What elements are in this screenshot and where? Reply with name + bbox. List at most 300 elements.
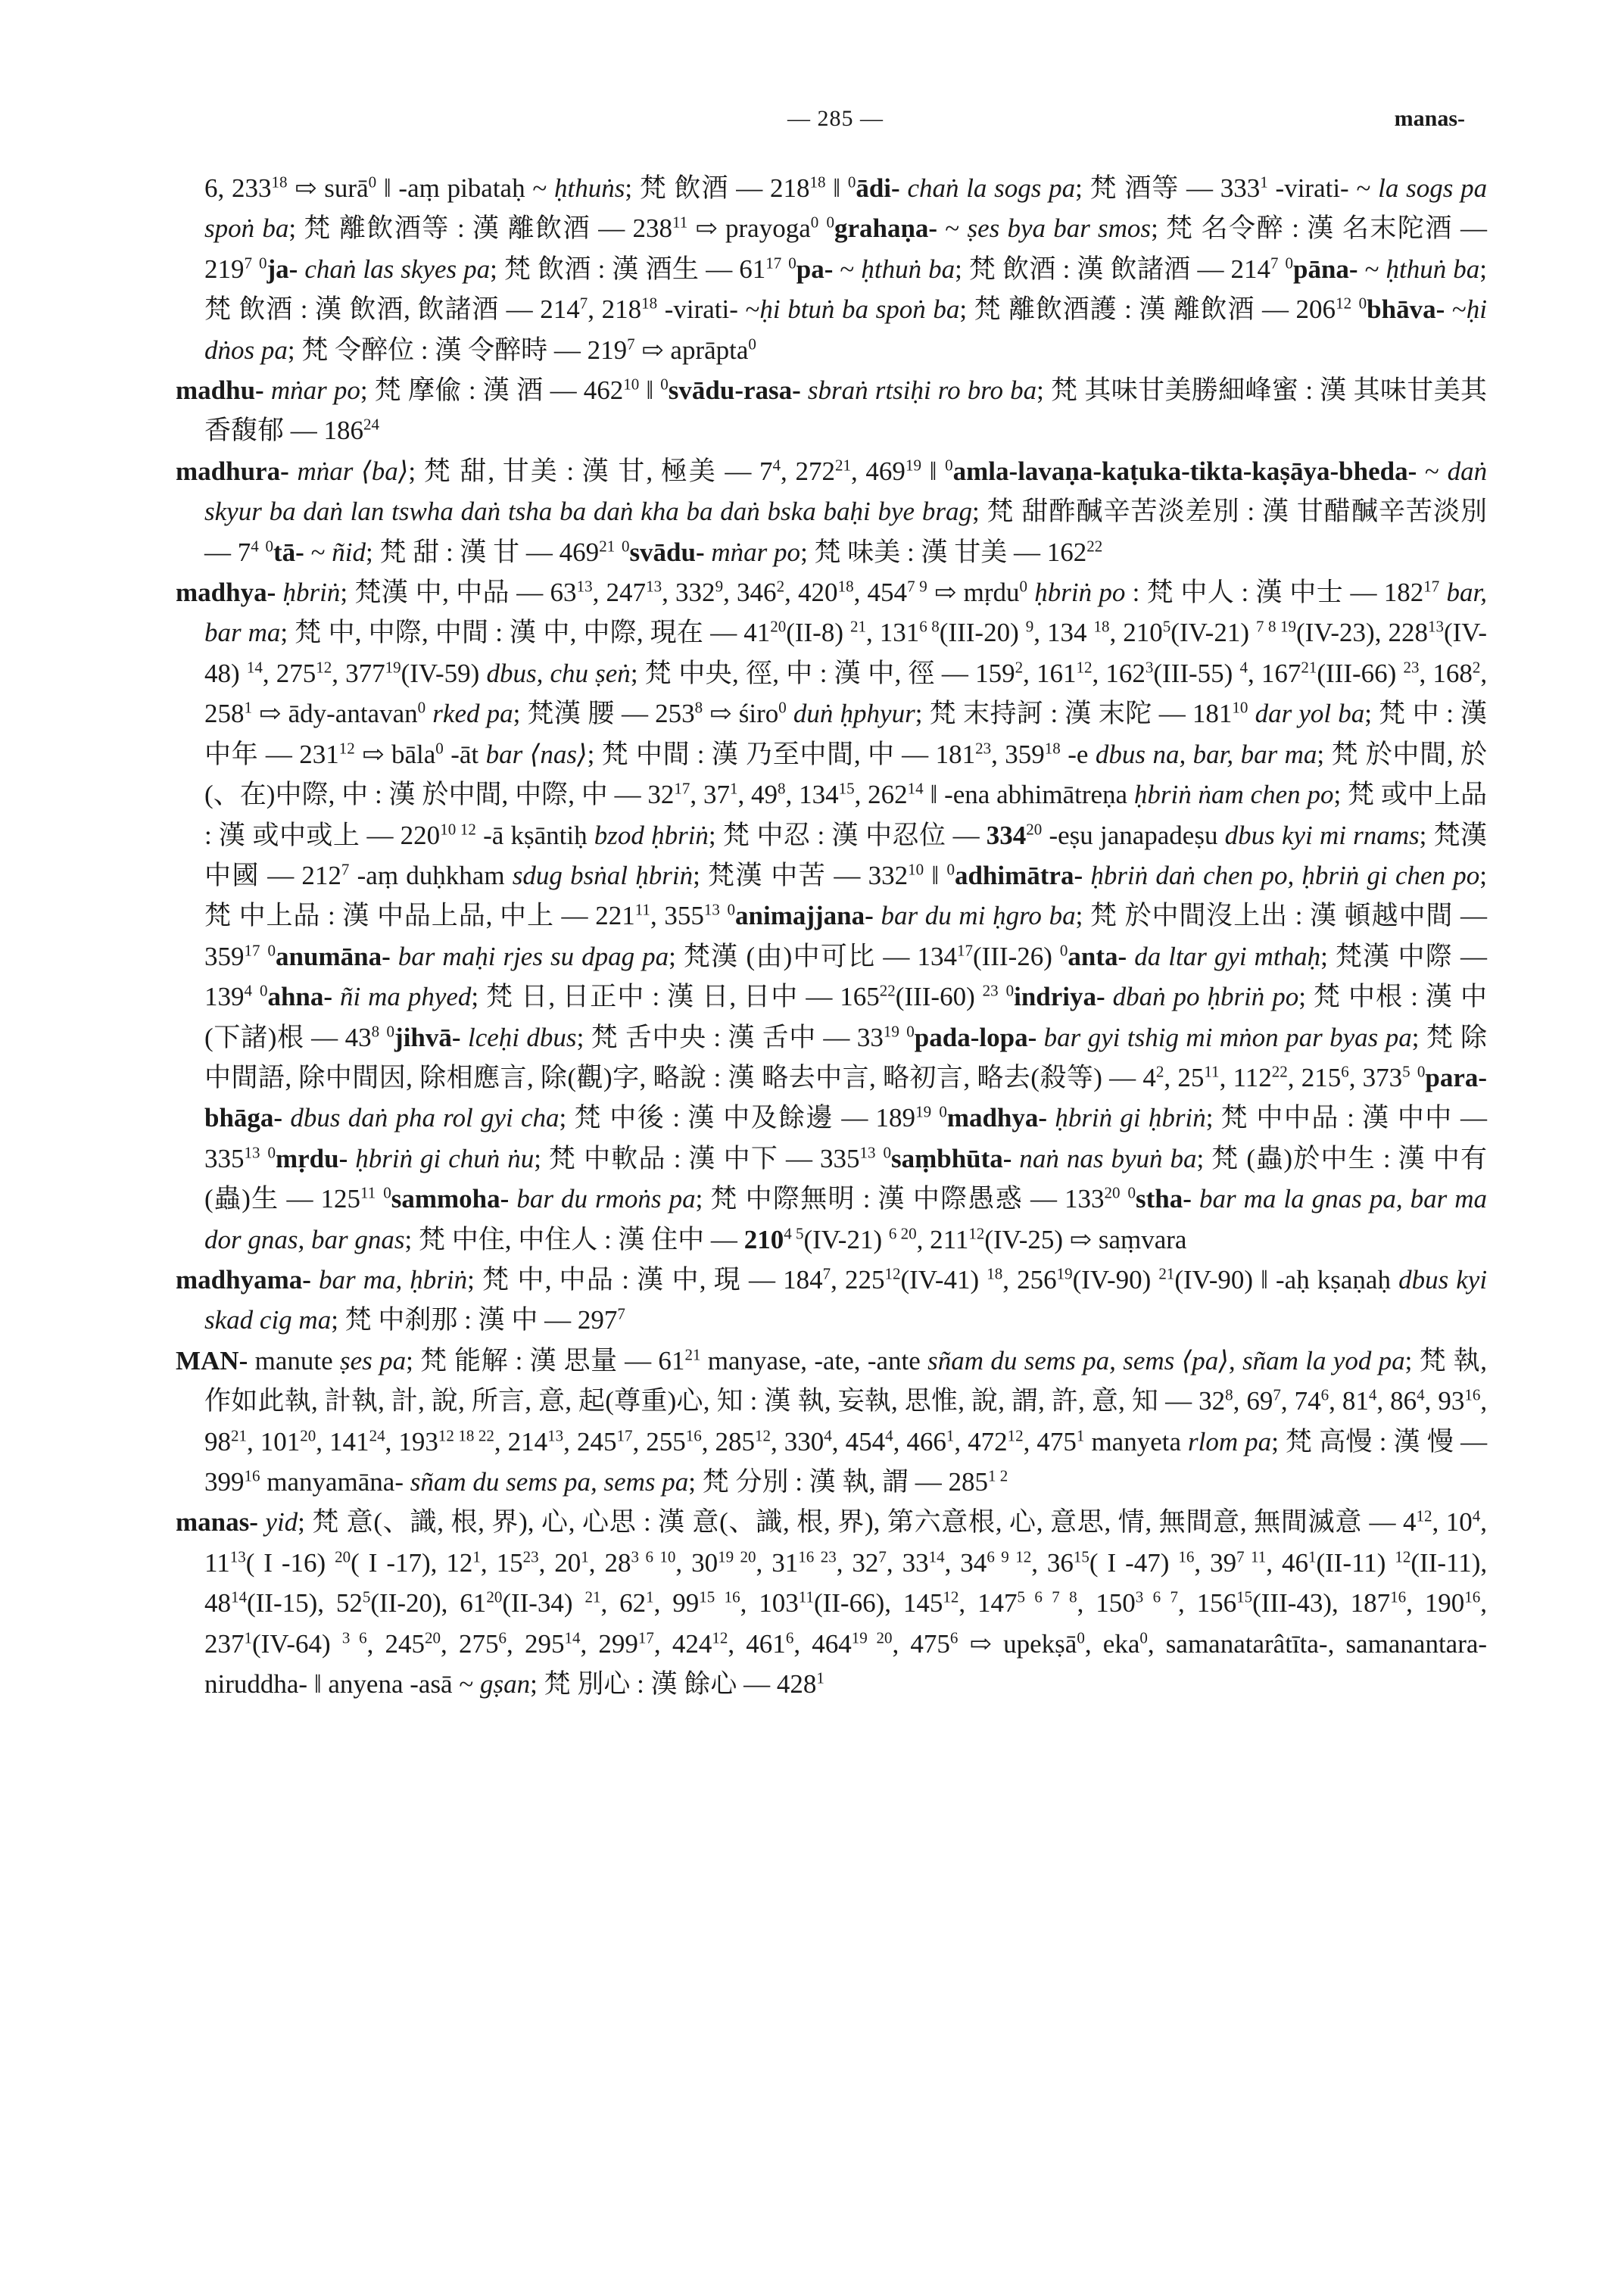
entry-text: , 103 xyxy=(740,1588,799,1618)
entry-text: (IV-41) xyxy=(900,1264,987,1294)
reference-superscript: 20 xyxy=(1026,819,1043,838)
entry-text: ( I -17), 12 xyxy=(351,1547,473,1578)
tibetan-equivalent: ḥbriṅ gi ḥbriṅ xyxy=(1055,1103,1206,1133)
reference-superscript: 0 xyxy=(259,981,268,1000)
reference-superscript: 20 xyxy=(770,617,787,636)
reference-superscript: 6 9 12 xyxy=(987,1547,1032,1566)
entry-text: , 20 xyxy=(538,1547,581,1578)
entry-text: manyeta xyxy=(1084,1426,1189,1456)
reference-superscript: 12 xyxy=(755,1425,771,1444)
reference-superscript: 18 xyxy=(641,294,658,313)
reference-superscript: 1 xyxy=(816,1668,824,1687)
reference-superscript: 0 xyxy=(1127,1183,1136,1202)
entry-text: , 33 xyxy=(886,1547,929,1578)
reference-superscript: 22 xyxy=(879,981,896,1000)
reference-superscript: 23 xyxy=(975,739,992,758)
entry-text xyxy=(818,213,826,243)
reference-superscript: 6 xyxy=(949,1628,959,1647)
entry-text: ; 梵 (蟲)於中生 : 漢 中有(蟲)生 — 125 xyxy=(204,1143,1488,1214)
reference-superscript: 17 xyxy=(765,254,782,273)
reference-superscript: 19 20 xyxy=(718,1547,756,1566)
headword: manas- xyxy=(176,1507,258,1537)
reference-superscript: 16 23 xyxy=(798,1547,837,1566)
entry-text xyxy=(1047,1103,1055,1132)
reference-superscript: 0 xyxy=(847,173,856,192)
reference-superscript: 0 xyxy=(748,334,756,353)
entry-text: ⇨ śiro xyxy=(703,699,779,729)
reference-superscript: 16 xyxy=(685,1425,702,1444)
entry-text: , 10 xyxy=(1432,1507,1473,1537)
entry-text: , eka xyxy=(1084,1628,1140,1659)
reference-superscript: 16 xyxy=(1464,1385,1481,1404)
entry-text: , 295 xyxy=(507,1628,565,1659)
entry-text: ; 梵 舌中央 : 漢 舌中 — 33 xyxy=(576,1022,884,1052)
entry-text: , 15 xyxy=(480,1547,523,1578)
subentry-term: animajjana- xyxy=(735,901,874,931)
entry-text: , 161 xyxy=(1023,658,1077,688)
reference-superscript: 7 8 19 xyxy=(1256,617,1297,636)
reference-superscript: 1 xyxy=(1308,1547,1317,1566)
entry-text: ~ xyxy=(937,213,968,244)
reference-superscript: 0 xyxy=(265,537,273,555)
entry-text xyxy=(1036,1023,1043,1052)
entry-text: ~ xyxy=(833,254,862,284)
entry-text xyxy=(252,254,259,284)
entry-text: , 49 xyxy=(737,780,778,810)
tibetan-equivalent: sñam du sems pa, sems pa xyxy=(410,1467,689,1497)
tibetan-equivalent: ṣes pa xyxy=(339,1345,407,1375)
reference-superscript: 6 xyxy=(1341,1062,1349,1081)
entry-text xyxy=(1192,1184,1199,1213)
entry-text: (II-20), 61 xyxy=(370,1588,487,1618)
tibetan-equivalent: daṅ skyur ba daṅ lan tswha daṅ tsha ba daṅ kha ba daṅ bska baḥi bye brag xyxy=(204,456,1488,527)
entry-text xyxy=(787,699,793,728)
reference-superscript: 19 xyxy=(385,658,401,677)
entry-text xyxy=(376,1184,383,1213)
entry-continuation xyxy=(176,168,1487,370)
subentry-term: pa- xyxy=(796,254,834,284)
entry-text xyxy=(1105,982,1113,1011)
entry-text: ⇨ aprāpta xyxy=(634,335,749,365)
reference-superscript: 0 xyxy=(1285,254,1293,273)
tibetan-equivalent: mṅar po xyxy=(270,375,360,406)
entry-text xyxy=(252,982,260,1011)
entry-text: , 147 xyxy=(959,1588,1018,1618)
reference-superscript: 13 xyxy=(703,900,720,919)
entry-text xyxy=(1027,578,1034,607)
reference-superscript: 20 xyxy=(486,1587,503,1606)
reference-superscript: 19 xyxy=(915,1102,932,1121)
reference-superscript: 19 20 xyxy=(851,1628,893,1647)
reference-superscript: 21 xyxy=(1301,658,1317,677)
entry-text: ⇨ mṛdu xyxy=(927,578,1020,608)
tibetan-equivalent: ḥthuṅ ba xyxy=(861,254,955,284)
entry-text: , 245 xyxy=(366,1628,425,1659)
tibetan-equivalent: bar ma la gnas pa, bar ma dor gnas, bar gnas xyxy=(204,1184,1488,1254)
entry-text xyxy=(258,1507,266,1537)
reference-superscript: 13 xyxy=(859,1143,876,1162)
reference-superscript: 6 xyxy=(1320,1385,1329,1404)
entry-text: , 36 xyxy=(1031,1547,1074,1578)
subentry-term: ahna- xyxy=(267,982,333,1012)
reference-superscript: 0 xyxy=(1077,1628,1085,1647)
entry-text: -aṃ duḥkham xyxy=(349,860,513,890)
entry-text: , 247 xyxy=(592,578,647,608)
entry-text: ; 梵 甜酢醎辛苦淡差別 : 漢 甘醋醎辛苦淡別 — 7 xyxy=(204,497,1487,567)
reference-superscript: 1 xyxy=(1260,173,1268,192)
entry-text: , 112 xyxy=(1219,1062,1272,1092)
entry-text: , 81 xyxy=(1329,1386,1369,1416)
reference-superscript: 21 xyxy=(834,456,851,475)
tibetan-equivalent: dar yol ba xyxy=(1255,699,1365,729)
entry-text: , 245 xyxy=(563,1426,617,1456)
reference-superscript: 0 xyxy=(417,698,426,717)
reference-superscript: 1 xyxy=(472,1547,481,1566)
tibetan-equivalent: gṣan xyxy=(480,1669,531,1699)
reference-superscript: 5 xyxy=(1402,1062,1410,1081)
entry-text: ⇨ upekṣā xyxy=(958,1628,1077,1659)
reference-superscript: 14 xyxy=(246,658,263,677)
reference-superscript: 4 xyxy=(244,981,252,1000)
tibetan-equivalent: bar ⟨nas⟩ xyxy=(485,739,588,769)
entry-text: , 131 xyxy=(866,618,920,648)
tibetan-equivalent: dbus kyi mi rnams xyxy=(1224,820,1420,850)
headword: madhura- xyxy=(176,456,289,486)
reference-superscript: 18 xyxy=(1044,739,1061,758)
entry-text: , 214 xyxy=(494,1426,548,1456)
entry-text: ; 梵 離飲酒等 : 漢 離飲酒 — 238 xyxy=(288,213,673,244)
tibetan-equivalent: duṅ ḥphyur xyxy=(793,699,915,729)
reference-superscript: 0 xyxy=(810,213,819,232)
reference-superscript: 17 xyxy=(616,1425,633,1444)
tibetan-equivalent: ḥthuṅs xyxy=(554,173,625,203)
dictionary-entry xyxy=(176,451,1487,572)
reference-superscript: 1 xyxy=(729,779,738,798)
reference-superscript: 14 xyxy=(928,1547,945,1566)
entry-text: -āt xyxy=(443,739,486,769)
reference-superscript: 3 6 xyxy=(341,1628,367,1647)
tibetan-equivalent: ḥbriṅ gi chuṅ ṅu xyxy=(355,1143,535,1173)
entry-text xyxy=(931,1103,939,1132)
entry-text: (IV-21) xyxy=(803,1224,889,1254)
entry-text: (II-15), 52 xyxy=(247,1588,363,1618)
entry-text: ‖ xyxy=(921,456,946,486)
tibetan-equivalent: la sogs pa spoṅ ba xyxy=(204,173,1488,244)
reference-superscript: 0 xyxy=(1139,1628,1148,1647)
entry-text: , 469 xyxy=(850,456,906,486)
entry-text: , 62 xyxy=(600,1588,647,1618)
reference-superscript: 21 xyxy=(684,1345,701,1364)
entry-text: -virati- ~ xyxy=(657,294,760,325)
entry-text: ; 梵 執, 作如此執, 計執, 計, 說, 所言, 意, 起(尊重)心, 知 : 漢 執, 妄執, 思惟, 說, 謂, 許, 意, 知 — 32 xyxy=(204,1345,1487,1416)
entry-text: ; 梵 中間 : 漢 乃至中間, 中 — 181 xyxy=(587,739,976,769)
reference-superscript: 12 xyxy=(712,1628,728,1647)
reference-superscript: 20 xyxy=(425,1628,441,1647)
entry-text: , 218 xyxy=(588,294,642,325)
reference-superscript: 13 xyxy=(244,1143,260,1162)
reference-superscript: 1 2 xyxy=(987,1466,1008,1485)
reference-superscript: 11 xyxy=(672,213,688,232)
reference-superscript: 0 xyxy=(1005,981,1015,1000)
subentry-term: jihvā- xyxy=(394,1022,461,1052)
tibetan-equivalent: dbus daṅ pha rol gyi cha xyxy=(290,1103,560,1133)
entry-text: , 285 xyxy=(701,1426,756,1456)
entry-text: , 275 xyxy=(441,1628,499,1659)
dictionary-entry xyxy=(176,1260,1487,1341)
reference-superscript: 16 xyxy=(1464,1587,1481,1606)
entry-text xyxy=(1083,861,1090,890)
entry-text: (IV-64) xyxy=(252,1628,342,1659)
entry-text: ; 梵 別心 : 漢 餘心 — 428 xyxy=(530,1669,817,1699)
reference-superscript: 18 xyxy=(271,173,288,192)
tibetan-equivalent: ṣes bya bar smos xyxy=(967,213,1152,244)
tibetan-equivalent: ḥthuṅ ba xyxy=(1386,254,1480,284)
reference-superscript: 8 xyxy=(694,698,703,717)
entry-text: , 134 xyxy=(1033,618,1094,648)
entry-text: , 332 xyxy=(662,578,715,608)
reference-superscript: 12 xyxy=(1007,1425,1024,1444)
dictionary-entries xyxy=(176,168,1487,1704)
reference-superscript: 23 xyxy=(522,1547,539,1566)
reference-superscript: 18 xyxy=(987,1264,1003,1283)
subentry-term: saṃbhūta- xyxy=(890,1143,1012,1173)
entry-text: manute xyxy=(248,1345,340,1375)
reference-superscript: 0 xyxy=(883,1143,891,1162)
reference-superscript: 12 xyxy=(943,1587,959,1606)
tibetan-equivalent: rlom pa xyxy=(1188,1426,1272,1456)
dictionary-entry xyxy=(176,1341,1487,1503)
reference-superscript: 6 8 xyxy=(919,617,940,636)
reference-superscript: 12 18 22 xyxy=(438,1425,494,1444)
entry-text: ⇨ ādy-antavan xyxy=(252,699,418,729)
reference-superscript: 9 xyxy=(715,577,724,596)
entry-text: (III-26) xyxy=(972,941,1060,971)
entry-text: , 461 xyxy=(728,1628,786,1659)
entry-text: (IV-23), 228 xyxy=(1296,618,1428,648)
entry-text: ; 梵 名令醉 : 漢 名末陀酒 — 219 xyxy=(204,213,1488,284)
entry-text xyxy=(282,1103,290,1132)
entry-text: (II-34) xyxy=(502,1588,585,1618)
entry-text: , 262 xyxy=(854,780,908,810)
entry-text: , 373 xyxy=(1348,1062,1403,1092)
entry-text: , 272 xyxy=(781,456,835,486)
tibetan-equivalent: sbraṅ rtsiḥi ro bro ba xyxy=(807,375,1037,406)
reference-superscript: 14 xyxy=(564,1628,581,1647)
reference-superscript: 20 xyxy=(1104,1183,1121,1202)
entry-text xyxy=(875,1144,883,1173)
entry-text: ; 梵 中軟品 : 漢 中下 — 335 xyxy=(534,1143,860,1173)
reference-superscript: 0 xyxy=(778,698,787,717)
entry-text: , 101 xyxy=(247,1426,301,1456)
entry-text: , 93 xyxy=(1424,1386,1465,1416)
reference-superscript: 14 xyxy=(231,1587,247,1606)
entry-text xyxy=(1011,1144,1019,1173)
entry-text: , 211 xyxy=(916,1224,969,1254)
entry-text xyxy=(1127,942,1134,971)
reference-superscript: 13 xyxy=(547,1425,564,1444)
subentry-term: ādi- xyxy=(856,173,900,203)
entry-text xyxy=(720,901,728,930)
headword: madhu- xyxy=(176,375,264,406)
entry-text: ; 梵 中, 中品 : 漢 中, 現 — 184 xyxy=(467,1264,823,1294)
entry-text xyxy=(1410,1063,1417,1092)
reference-superscript: 4 xyxy=(1239,658,1248,677)
entry-text: ; 梵 甜, 甘美 : 漢 甘, 極美 — 7 xyxy=(408,456,773,486)
reference-superscript: 20 xyxy=(300,1425,316,1444)
reference-superscript: 4 5 xyxy=(784,1223,804,1242)
reference-superscript: 9 xyxy=(1025,617,1034,636)
entry-text xyxy=(1121,1184,1128,1213)
entry-text: ; 梵 高慢 : 漢 慢 — 399 xyxy=(204,1426,1488,1497)
reference-superscript: 0 xyxy=(906,1021,915,1040)
reference-superscript: 0 xyxy=(1417,1062,1426,1081)
entry-text: , 193 xyxy=(385,1426,438,1456)
entry-text: ; 梵 能解 : 漢 思量 — 61 xyxy=(406,1345,685,1375)
reference-superscript: 23 xyxy=(982,981,999,1000)
entry-text: ; 梵 末持訶 : 漢 末陀 — 181 xyxy=(915,699,1233,729)
entry-text: , 237 xyxy=(204,1588,1488,1659)
entry-text: ; 梵 中上品 : 漢 中品上品, 中上 — 221 xyxy=(204,860,1487,931)
reference-superscript: 6 xyxy=(785,1628,794,1647)
tibetan-equivalent: bar, bar ma xyxy=(204,578,1488,648)
reference-superscript: 12 xyxy=(884,1264,901,1283)
reference-superscript: 24 xyxy=(363,415,380,434)
reference-superscript: 21 xyxy=(1158,1264,1175,1283)
reference-superscript: 1 xyxy=(244,698,252,717)
subentry-term: ja- xyxy=(267,254,298,284)
entry-text: (II-11) xyxy=(1316,1547,1395,1578)
entry-text xyxy=(615,537,622,567)
entry-text: (IV-90) xyxy=(1072,1264,1159,1294)
entry-text xyxy=(781,254,788,284)
entry-text xyxy=(1248,699,1255,728)
page-number: — 285 — xyxy=(787,106,884,131)
reference-superscript: 18 xyxy=(1093,617,1110,636)
reference-superscript: 12 xyxy=(316,658,332,677)
subentry-term: tā- xyxy=(273,537,304,567)
entry-text: , 46 xyxy=(1266,1547,1308,1578)
entry-text: ⇨ bāla xyxy=(354,739,436,769)
entry-text: ; 梵漢 中苦 — 332 xyxy=(693,860,909,890)
reference-superscript: 2 xyxy=(1155,1062,1164,1081)
entry-text: ; 梵漢 中際 — 139 xyxy=(204,941,1488,1012)
entry-text: : 梵 中人 : 漢 中士 — 182 xyxy=(1125,578,1424,608)
entry-text: manyase, -ate, -ante xyxy=(700,1345,928,1375)
entry-text: , 156 xyxy=(1177,1588,1237,1618)
entry-text: ; 梵漢 中國 — 212 xyxy=(204,820,1488,890)
entry-text: , 150 xyxy=(1077,1588,1136,1618)
entry-text: , 11 xyxy=(204,1507,1488,1578)
entry-text: , 472 xyxy=(954,1426,1008,1456)
reference-superscript: 21 xyxy=(584,1587,601,1606)
entry-text: ; 梵 甜 : 漢 甘 — 469 xyxy=(365,537,600,567)
tibetan-equivalent: sdug bsṅal ḥbriṅ xyxy=(512,860,694,890)
tibetan-equivalent: bar du rmoṅs pa xyxy=(516,1184,696,1214)
entry-text: ; 梵 中住, 中住人 : 漢 住中 — xyxy=(404,1224,744,1254)
entry-text: , 454 xyxy=(831,1426,886,1456)
entry-text: , 134 xyxy=(785,780,839,810)
entry-text: -ā kṣāntiḥ xyxy=(475,820,594,850)
reference-superscript: 5 6 7 8 xyxy=(1017,1587,1077,1606)
subentry-term: amla-lavaṇa-kaṭuka-tikta-kaṣāya-bheda- xyxy=(952,456,1417,486)
reference-superscript: 13 xyxy=(229,1547,246,1566)
entry-text: , 30 xyxy=(675,1547,718,1578)
reference-superscript: 14 xyxy=(907,779,924,798)
entry-text xyxy=(379,1023,386,1052)
entry-text: , 99 xyxy=(653,1588,700,1618)
reference-superscript: 12 xyxy=(1395,1547,1411,1566)
reference-superscript: 15 16 xyxy=(699,1587,740,1606)
entry-text: , 39 xyxy=(1194,1547,1237,1578)
reference-superscript: 19 xyxy=(883,1021,899,1040)
entry-text: ; 梵漢 (由)中可比 — 134 xyxy=(669,941,957,971)
entry-text: ; 梵 於中間, 於(、在)中際, 中 : 漢 於中間, 中際, 中 — 32 xyxy=(204,739,1487,810)
entry-text: , 167 xyxy=(1247,658,1301,688)
entry-text: ; 梵 中後 : 漢 中及餘邊 — 189 xyxy=(559,1103,916,1133)
subentry-term: madhya- xyxy=(946,1103,1048,1133)
reference-superscript: 13 xyxy=(1427,617,1444,636)
entry-text: , 190 xyxy=(1406,1588,1465,1618)
reference-superscript: 10 12 xyxy=(440,819,476,838)
entry-text: , 377 xyxy=(332,658,385,688)
entry-text: , 86 xyxy=(1376,1386,1417,1416)
entry-text xyxy=(509,1184,516,1213)
reference-superscript: 0 xyxy=(1358,294,1367,313)
entry-text: ~ xyxy=(1445,294,1467,325)
reference-superscript: 1 xyxy=(1076,1425,1085,1444)
entry-text: , 34 xyxy=(944,1547,987,1578)
entry-text xyxy=(260,942,268,971)
subentry-term: pada-lopa- xyxy=(914,1022,1037,1052)
entry-text: , 475 xyxy=(1023,1426,1077,1456)
entry-text: , 275 xyxy=(262,658,316,688)
entry-text: (II-11), 48 xyxy=(204,1547,1488,1618)
reference-superscript: 4 xyxy=(251,537,259,555)
entry-text xyxy=(999,982,1006,1011)
reference-superscript: 0 xyxy=(1059,941,1068,960)
entry-text: (II-66), 145 xyxy=(813,1588,943,1618)
reference-superscript: 11 xyxy=(360,1183,376,1202)
tibetan-equivalent: dbus na, bar, bar ma xyxy=(1095,739,1317,769)
reference-superscript: 4 xyxy=(885,1425,893,1444)
entry-text: ; 梵 飲酒 : 漢 飲諸酒 — 214 xyxy=(955,254,1270,284)
reference-superscript: 12 xyxy=(338,739,355,758)
entry-text: ; 梵 中中品 : 漢 中中 — 335 xyxy=(204,1103,1488,1173)
tibetan-equivalent: ḥbriṅ po xyxy=(1034,578,1126,608)
tibetan-equivalent: mṅar ⟨ba⟩ xyxy=(297,456,409,486)
reference-superscript: 18 xyxy=(809,173,826,192)
subentry-term: svādu- xyxy=(629,537,705,567)
subentry-term: svādu-rasa- xyxy=(668,375,801,406)
reference-superscript: 7 xyxy=(627,334,635,353)
entry-text: , 258 xyxy=(204,658,1488,729)
reference-superscript: 0 xyxy=(946,860,955,879)
reference-superscript: 1 xyxy=(646,1587,654,1606)
entry-text: ; 梵 中 : 漢 中年 — 231 xyxy=(204,699,1488,769)
entry-text: ~ xyxy=(304,537,332,567)
entry-text: ; 梵 日, 日正中 : 漢 日, 日中 — 165 xyxy=(471,982,880,1012)
entry-text: ‖ -aṃ pibataḥ ~ xyxy=(376,173,555,203)
reference-superscript: 19 xyxy=(905,456,921,475)
entry-text: ~ xyxy=(1357,254,1386,284)
entry-text: ( I -47) xyxy=(1089,1547,1179,1578)
reference-superscript: 10 xyxy=(908,860,924,879)
entry-text: ⇨ prayoga xyxy=(687,213,811,244)
reference-superscript: 21 xyxy=(231,1425,247,1444)
reference-superscript: 0 xyxy=(1019,577,1028,596)
entry-text: (III-66) xyxy=(1317,658,1404,688)
entry-text xyxy=(801,375,808,405)
